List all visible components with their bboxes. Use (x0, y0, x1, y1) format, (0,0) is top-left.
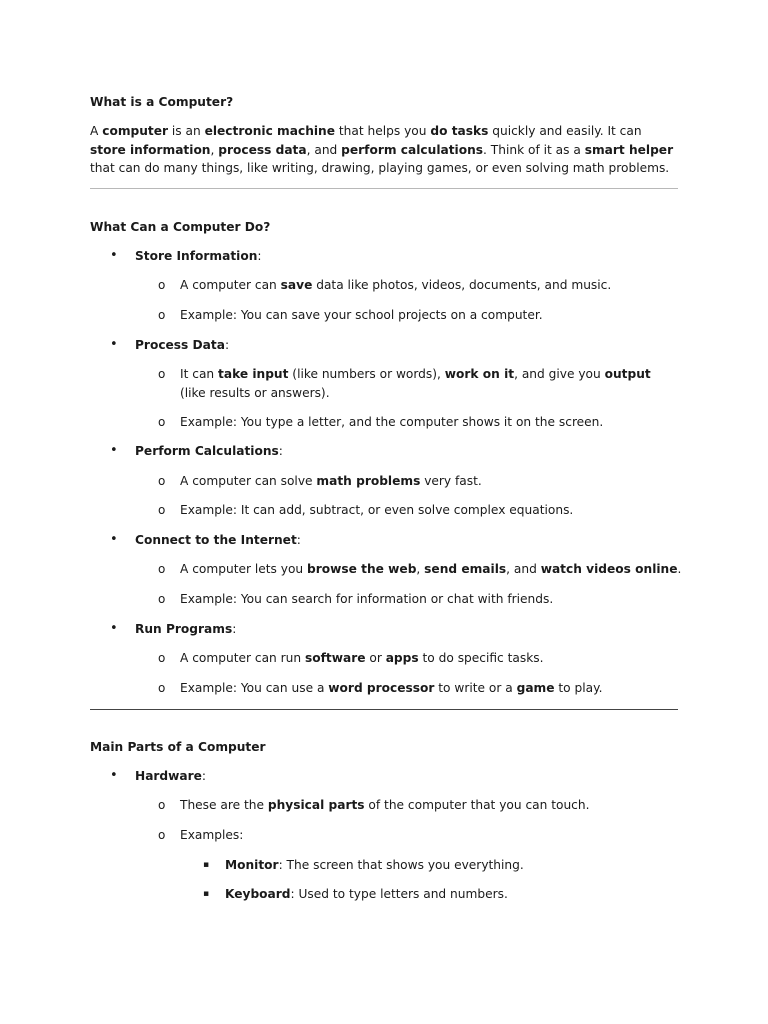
heading-what-is-computer: What is a Computer? (90, 95, 234, 109)
circle-marker: o (158, 681, 166, 695)
bullet-marker: • (110, 768, 118, 783)
circle-marker: o (158, 415, 166, 429)
heading-what-can-computer-do: What Can a Computer Do? (90, 220, 271, 234)
circle-marker: o (158, 828, 166, 842)
heading-main-parts: Main Parts of a Computer (90, 740, 266, 754)
divider-2 (90, 709, 678, 710)
circle-marker: o (158, 474, 166, 488)
bullet-marker: • (110, 532, 118, 547)
circle-marker: o (158, 562, 166, 576)
bullet-marker: • (110, 621, 118, 636)
bullet-marker: • (110, 248, 118, 263)
intro-paragraph: A computer is an electronic machine that helps you do tasks quickly and easily. It can store information, process data, and perform calculations. Think of it as a smart helper that can do many things, like writing, drawing, playing games, or even solving math problems. (90, 124, 674, 175)
circle-marker: o (158, 278, 166, 292)
circle-marker: o (158, 798, 166, 812)
square-marker: ▪ (203, 860, 210, 870)
bullet-marker: • (110, 337, 118, 352)
circle-marker: o (158, 503, 166, 517)
divider-1 (90, 188, 678, 189)
circle-marker: o (158, 308, 166, 322)
document-page: What is a Computer? A computer is an electronic machine that helps you do tasks quickly and easily. It can store information, process data, and perform calculations. Think of it as a smart helper that can do many things, like writing, drawing, playing games, or even solving math problems. What Can a Computer Do? • Store Information: o A computer can save data like photos, videos, documents, and music. o Example: You can save your school projects on a computer. • Process Data: o It can take input (like numbers or words), work on it, and give you output (like results or answers). o Example: You type a letter, and the computer shows it on the screen. • Perform Calculations: o A computer can solve math problems very fast. o Example: It can add, subtract, or even solve complex equations. • Connect to the Internet: o A computer lets you browse the web, send emails, and watch videos online. o Example: You can search for information or chat with friends. • Run Programs: o A computer can run software or apps to do specific tasks. o Example: You can use a word processor to write or a game to play. Main Parts of a Computer • Hardware: o These are the physical parts of the computer that you can touch. o Examples: ▪ Monitor: The screen that shows you everything. ▪ Keyboard: Used to type letters and numbers. (0, 0, 768, 1024)
bullet-marker: • (110, 443, 118, 458)
circle-marker: o (158, 651, 166, 665)
circle-marker: o (158, 367, 166, 381)
circle-marker: o (158, 592, 166, 606)
square-marker: ▪ (203, 889, 210, 899)
